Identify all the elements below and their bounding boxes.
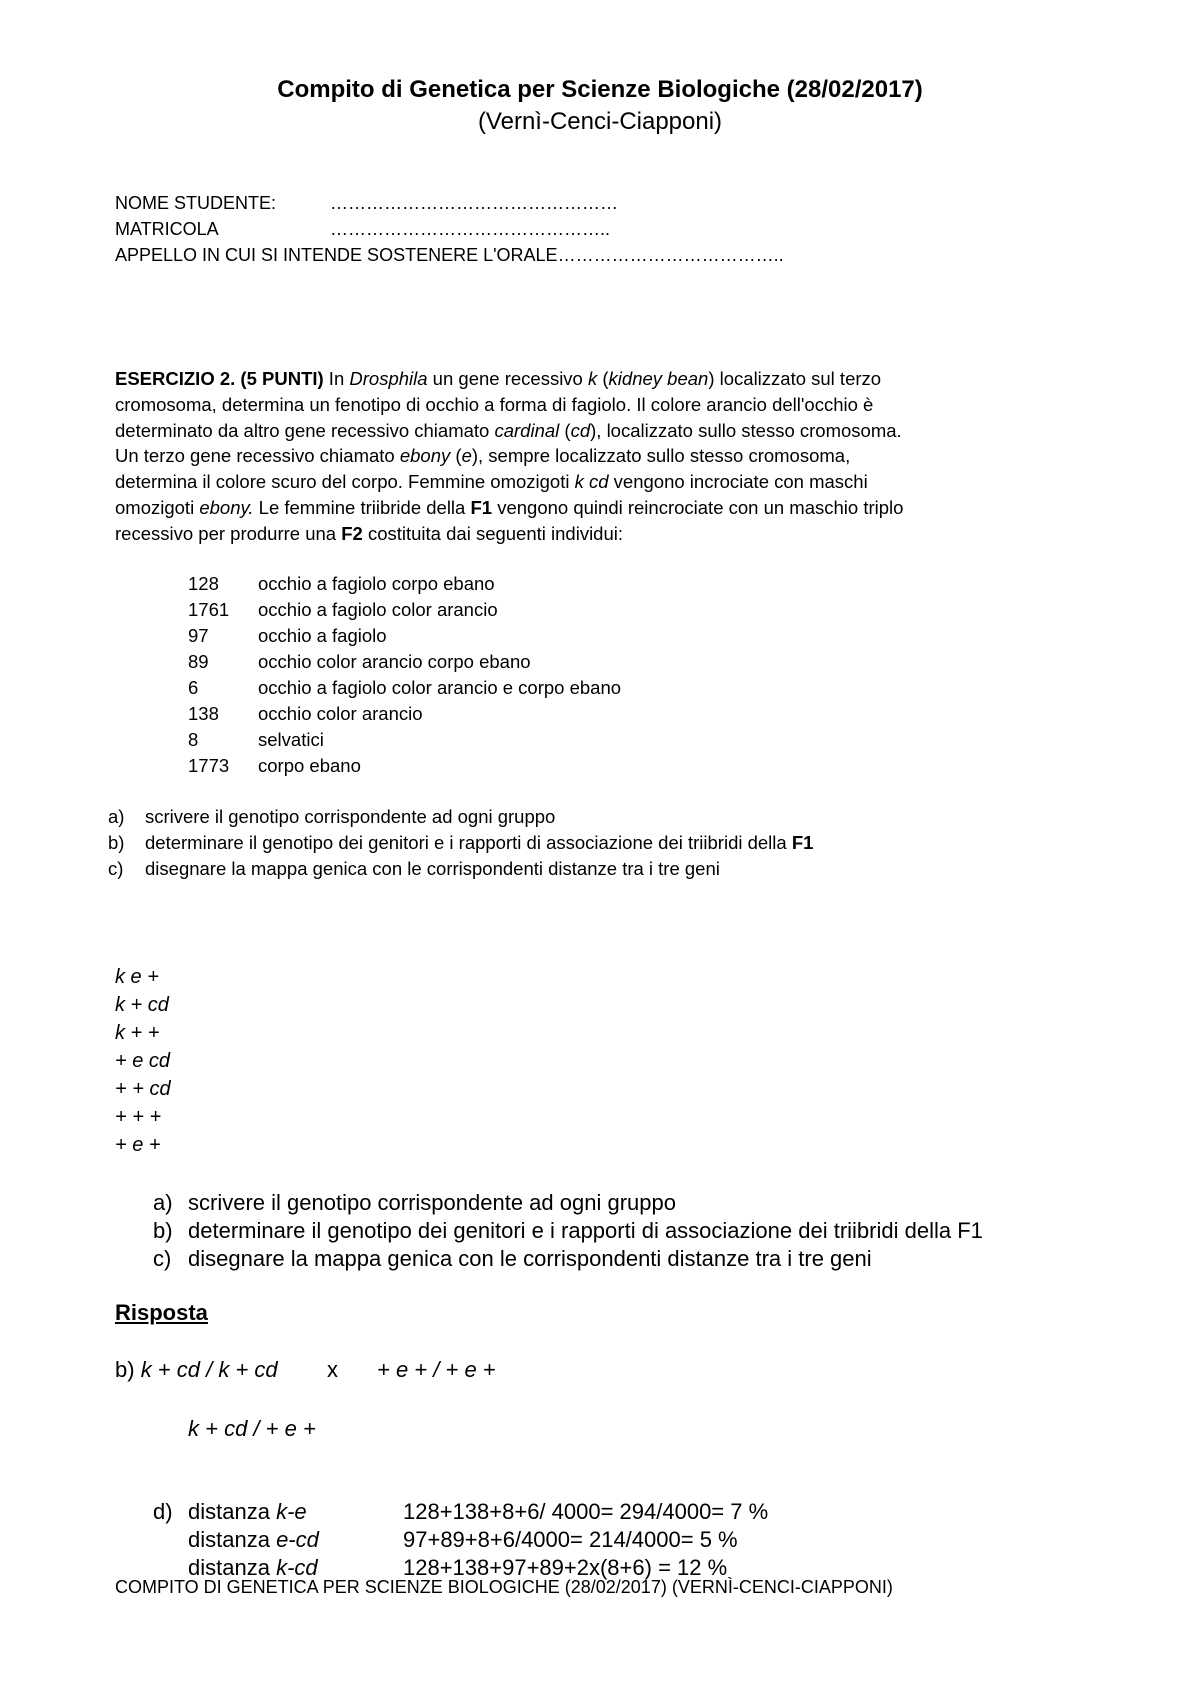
text-run: kidney bean xyxy=(608,368,709,389)
question-label: c) xyxy=(108,858,124,879)
genotype-item: + + cd xyxy=(115,1078,171,1100)
progeny-count: 89 xyxy=(188,651,209,672)
text-run: distanza xyxy=(188,1555,277,1580)
text-run: ebony xyxy=(399,445,451,467)
text-run: costituita dai seguenti individui: xyxy=(362,522,624,544)
text-run: Le femmine triibride della xyxy=(253,496,471,518)
text-run: ) localizzato sul terzo xyxy=(708,368,882,389)
text-run: F1 xyxy=(791,832,814,853)
text-run: Drosphila xyxy=(349,368,428,389)
field-label: MATRICOLA xyxy=(115,219,219,239)
genotype-item: + e + xyxy=(115,1134,161,1156)
page-subtitle: (Vernì-Cenci-Ciapponi) xyxy=(477,108,723,135)
answer-label: b) xyxy=(115,1357,141,1382)
progeny-count: 138 xyxy=(188,703,219,724)
text-run: k xyxy=(587,368,598,389)
question-text: scrivere il genotipo corrispondente ad ogni gruppo xyxy=(145,806,556,827)
text-run: k + cd / + e + xyxy=(188,1416,316,1441)
field-label: NOME STUDENTE: xyxy=(115,193,277,213)
question-text xyxy=(145,832,813,854)
progeny-count: 128 xyxy=(188,573,219,594)
text-run: ), sempre localizzato sullo stesso cromosoma, xyxy=(471,445,851,467)
exercise-line xyxy=(115,469,1075,495)
page-title: Compito di Genetica per Scienze Biologiche (28/02/2017) xyxy=(277,76,923,103)
text-run: vengono quindi reincrociate con un maschio triplo xyxy=(492,496,904,518)
progeny-count: 6 xyxy=(188,677,199,698)
text-run: F2 xyxy=(341,522,363,544)
text-run: e-cd xyxy=(276,1527,319,1552)
text-run: k-cd xyxy=(276,1555,318,1580)
field-blank: ……………………………….. xyxy=(557,245,784,265)
parent-genotype-right: + e + / + e + xyxy=(377,1357,496,1382)
text-run: ( xyxy=(559,419,571,441)
question-label: b) xyxy=(153,1218,173,1243)
question-label: a) xyxy=(153,1190,173,1215)
text-run: cromosoma, determina un fenotipo di occhio a forma di fagiolo. Il colore arancio dell'occhio è xyxy=(115,393,874,415)
genotype-item: k + cd xyxy=(115,994,169,1016)
text-run: In xyxy=(323,368,350,389)
progeny-phenotype: occhio a fagiolo xyxy=(258,625,387,646)
text-run: cardinal xyxy=(494,419,560,441)
progeny-count: 97 xyxy=(188,625,209,646)
question-label: c) xyxy=(153,1246,172,1271)
text-run: ( xyxy=(450,445,462,467)
text-run: k cd xyxy=(574,471,609,493)
genotype-item: k e + xyxy=(115,966,159,988)
cross-symbol: x xyxy=(327,1357,338,1382)
progeny-phenotype: occhio color arancio xyxy=(258,703,423,724)
progeny-phenotype: selvatici xyxy=(258,729,324,750)
question-text: scrivere il genotipo corrispondente ad ogni gruppo xyxy=(188,1190,676,1215)
progeny-phenotype: corpo ebano xyxy=(258,755,361,776)
progeny-phenotype: occhio a fagiolo corpo ebano xyxy=(258,573,495,594)
distance-calc: 97+89+8+6/4000= 214/4000= 5 % xyxy=(403,1527,738,1552)
text-run: determinato da altro gene recessivo chiamato xyxy=(115,419,495,441)
answer-heading: Risposta xyxy=(115,1300,208,1325)
genotype-item: + + + xyxy=(115,1106,162,1128)
field-blank: ……………………………………….. xyxy=(330,219,611,239)
progeny-phenotype: occhio a fagiolo color arancio xyxy=(258,599,498,620)
progeny-phenotype: occhio color arancio corpo ebano xyxy=(258,651,531,672)
question-text: disegnare la mappa genica con le corrispondenti distanze tra i tre geni xyxy=(188,1246,872,1271)
exercise-line xyxy=(115,366,1075,392)
text-run: omozigoti xyxy=(115,496,200,518)
question-label: a) xyxy=(108,806,125,827)
parent-genotype-left: k + cd / k + cd xyxy=(140,1357,278,1382)
progeny-count: 1761 xyxy=(188,599,230,620)
distance-name xyxy=(188,1499,307,1525)
student-name-field xyxy=(115,193,618,214)
answer-b xyxy=(115,1357,496,1383)
exercise-line xyxy=(115,418,1075,444)
distance-calc: 128+138+8+6/ 4000= 294/4000= 7 % xyxy=(403,1499,769,1524)
text-run: distanza xyxy=(188,1527,277,1552)
appello-field xyxy=(115,245,784,266)
page-footer: COMPITO DI GENETICA PER SCIENZE BIOLOGICHE (28/02/2017) (VERNÌ-CENCI-CIAPPONI) xyxy=(115,1577,893,1597)
exercise-line xyxy=(115,521,1075,547)
progeny-count: 1773 xyxy=(188,755,230,776)
text-run: ), localizzato sullo stesso cromosoma. xyxy=(590,419,902,441)
exercise-heading: ESERCIZIO 2. (5 PUNTI) xyxy=(115,368,324,389)
exercise-text xyxy=(115,366,1075,547)
text-run: determina il colore scuro del corpo. Femmine omozigoti xyxy=(115,471,575,493)
text-run: distanza xyxy=(188,1499,277,1524)
text-run: recessivo per produrre una xyxy=(115,522,342,544)
progeny-count: 8 xyxy=(188,729,199,750)
text-run: Un terzo gene recessivo chiamato xyxy=(115,445,400,467)
progeny-phenotype: occhio a fagiolo color arancio e corpo ebano xyxy=(258,677,622,698)
question-text: determinare il genotipo dei genitori e i rapporti di associazione dei triibridi della F1 xyxy=(188,1218,983,1243)
genotype-item: + e cd xyxy=(115,1050,171,1072)
exercise-line xyxy=(115,443,1075,469)
field-blank: ………………………………………… xyxy=(330,193,618,213)
text-run: cd xyxy=(570,419,591,441)
text-run: un gene recessivo xyxy=(427,368,588,389)
distance-label: d) xyxy=(153,1499,173,1524)
exercise-line xyxy=(115,392,1075,418)
distance-name xyxy=(188,1527,319,1553)
text-run: k-e xyxy=(276,1499,307,1524)
text-run: ( xyxy=(597,368,609,389)
exercise-line xyxy=(115,495,1075,521)
f1-genotype xyxy=(188,1416,316,1442)
text-run: e xyxy=(461,445,472,467)
question-text: disegnare la mappa genica con le corrispondenti distanze tra i tre geni xyxy=(145,858,720,879)
text-run: F1 xyxy=(470,496,493,518)
text-run: vengono incrociate con maschi xyxy=(608,471,868,493)
field-label: APPELLO IN CUI SI INTENDE SOSTENERE L'ORALE xyxy=(115,245,558,265)
distance-calc: 128+138+97+89+2x(8+6) = 12 % xyxy=(403,1555,728,1580)
text-run: ebony. xyxy=(199,496,254,518)
question-label: b) xyxy=(108,832,125,853)
matricola-field xyxy=(115,219,611,240)
text-run: determinare il genotipo dei genitori e i rapporti di associazione dei triibridi della xyxy=(145,832,792,853)
genotype-item: k + + xyxy=(115,1022,160,1044)
